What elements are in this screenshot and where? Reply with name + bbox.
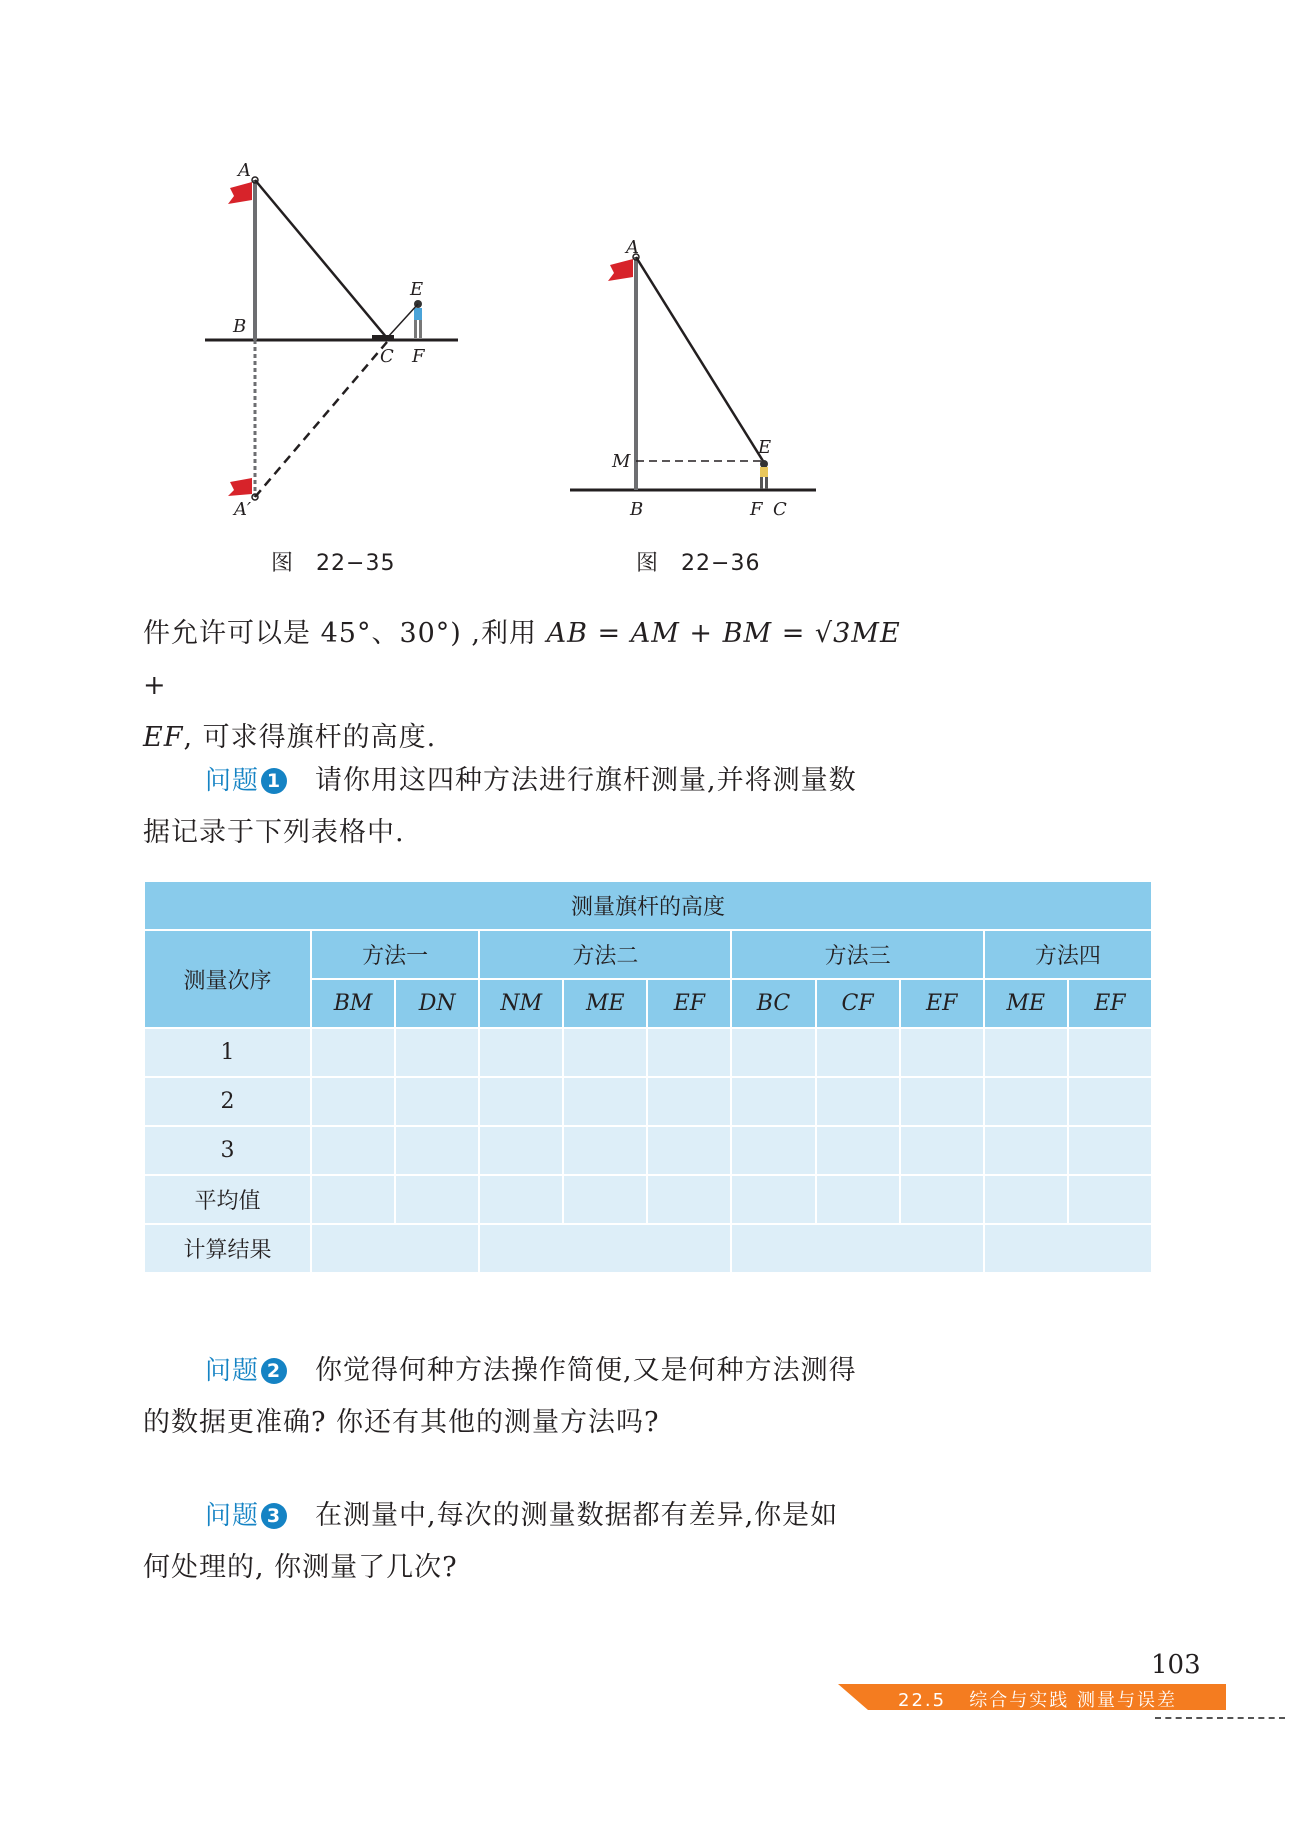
table-cell bbox=[984, 1126, 1068, 1175]
table-cell bbox=[1068, 1077, 1152, 1126]
table-cell bbox=[479, 1224, 731, 1273]
question-1 bbox=[143, 755, 903, 859]
column-header: CF bbox=[816, 979, 900, 1028]
question-1-text-1: 请你用这四种方法进行旗杆测量,并将测量数 bbox=[315, 765, 857, 796]
label-B: B bbox=[233, 316, 247, 337]
table-cell bbox=[395, 1077, 479, 1126]
table-cell bbox=[563, 1175, 647, 1224]
table-cell bbox=[563, 1028, 647, 1077]
method-4-header: 方法四 bbox=[984, 930, 1152, 979]
table-cell bbox=[984, 1077, 1068, 1126]
column-header: ME bbox=[563, 979, 647, 1028]
table-cell bbox=[900, 1175, 984, 1224]
column-header: EF bbox=[900, 979, 984, 1028]
label-C: C bbox=[773, 499, 787, 520]
caption-number: 22−36 bbox=[681, 551, 761, 576]
table-cell bbox=[900, 1077, 984, 1126]
intro-line2-text: , 可求得旗杆的高度. bbox=[183, 722, 437, 753]
table-method-row bbox=[144, 930, 1152, 979]
question-1-text-2: 据记录于下列表格中. bbox=[143, 817, 405, 848]
table-cell bbox=[311, 1077, 395, 1126]
question-3-text-1: 在测量中,每次的测量数据都有差异,你是如 bbox=[315, 1500, 839, 1531]
page-number: 103 bbox=[1151, 1650, 1201, 1680]
table-row bbox=[144, 1077, 1152, 1126]
table-cell bbox=[563, 1126, 647, 1175]
question-1-label: 问题 bbox=[205, 766, 260, 796]
table-title-row bbox=[144, 881, 1152, 930]
footer-text bbox=[898, 1686, 1177, 1712]
table-cell bbox=[311, 1126, 395, 1175]
measurement-table bbox=[143, 880, 1153, 1274]
table-cell bbox=[731, 1028, 815, 1077]
question-2-label: 问题 bbox=[205, 1356, 260, 1386]
row-header: 测量次序 bbox=[144, 930, 311, 1028]
caption-label: 图 bbox=[271, 551, 295, 576]
footer-dashed-line bbox=[1155, 1717, 1285, 1719]
question-1-line-1 bbox=[143, 755, 903, 807]
table-cell bbox=[984, 1175, 1068, 1224]
table-row bbox=[144, 1224, 1152, 1273]
method-3-header: 方法三 bbox=[731, 930, 983, 979]
table-cell bbox=[816, 1077, 900, 1126]
figure-22-36-diagram bbox=[568, 235, 838, 525]
table-cell bbox=[647, 1175, 731, 1224]
question-3-line-1 bbox=[143, 1490, 903, 1542]
figure-22-35 bbox=[200, 160, 470, 530]
question-3-text-2: 何处理的, 你测量了几次? bbox=[143, 1552, 458, 1583]
table-cell bbox=[816, 1126, 900, 1175]
question-2-text-1: 你觉得何种方法操作简便,又是何种方法测得 bbox=[315, 1355, 857, 1386]
label-M: M bbox=[612, 451, 631, 472]
label-C: C bbox=[380, 346, 394, 367]
row-label: 计算结果 bbox=[144, 1224, 311, 1273]
question-2 bbox=[143, 1345, 903, 1449]
figure-22-36 bbox=[568, 235, 838, 525]
table-cell bbox=[731, 1224, 983, 1273]
table-cell bbox=[479, 1077, 563, 1126]
table-cell bbox=[479, 1028, 563, 1077]
table-cell bbox=[311, 1028, 395, 1077]
label-B: B bbox=[630, 499, 644, 520]
question-3-label: 问题 bbox=[205, 1501, 260, 1531]
table-cell bbox=[1068, 1028, 1152, 1077]
column-header: NM bbox=[479, 979, 563, 1028]
row-label: 2 bbox=[144, 1077, 311, 1126]
table-cell bbox=[479, 1175, 563, 1224]
table-row bbox=[144, 1028, 1152, 1077]
table-cell bbox=[647, 1028, 731, 1077]
table-cell bbox=[816, 1028, 900, 1077]
table-cell bbox=[816, 1175, 900, 1224]
label-F: F bbox=[412, 346, 425, 367]
question-2-line-1 bbox=[143, 1345, 903, 1397]
table-cell bbox=[395, 1028, 479, 1077]
label-A: A bbox=[238, 160, 251, 181]
caption-number: 22−35 bbox=[316, 551, 396, 576]
table-cell bbox=[479, 1126, 563, 1175]
table-cell bbox=[647, 1126, 731, 1175]
method-1-header: 方法一 bbox=[311, 930, 479, 979]
table-row bbox=[144, 1175, 1152, 1224]
intro-formula: AB = AM + BM = √3ME + bbox=[143, 618, 901, 701]
table-cell bbox=[1068, 1175, 1152, 1224]
figure-22-35-diagram bbox=[200, 160, 470, 530]
table-title: 测量旗杆的高度 bbox=[144, 881, 1152, 930]
caption-label: 图 bbox=[636, 551, 660, 576]
table-cell bbox=[1068, 1126, 1152, 1175]
table-cell bbox=[984, 1224, 1152, 1273]
method-2-header: 方法二 bbox=[479, 930, 731, 979]
table-cell bbox=[900, 1028, 984, 1077]
table-cell bbox=[311, 1224, 479, 1273]
table-cell bbox=[563, 1077, 647, 1126]
question-3-number-badge: 3 bbox=[261, 1503, 287, 1529]
row-label: 平均值 bbox=[144, 1175, 311, 1224]
label-E: E bbox=[758, 437, 772, 458]
footer-section: 22.5 bbox=[898, 1690, 947, 1711]
column-header: ME bbox=[984, 979, 1068, 1028]
intro-line-1 bbox=[143, 608, 903, 712]
intro-paragraph bbox=[143, 608, 903, 764]
question-3 bbox=[143, 1490, 903, 1594]
column-header: BM bbox=[311, 979, 395, 1028]
intro-text: 件允许可以是 45°、30°) ,利用 bbox=[143, 618, 547, 649]
label-E: E bbox=[410, 279, 424, 300]
table-cell bbox=[900, 1126, 984, 1175]
column-header: DN bbox=[395, 979, 479, 1028]
question-2-text-2: 的数据更准确? 你还有其他的测量方法吗? bbox=[143, 1407, 660, 1438]
figure-caption-22-35 bbox=[271, 546, 395, 577]
question-1-number-badge: 1 bbox=[261, 768, 287, 794]
column-header: EF bbox=[1068, 979, 1152, 1028]
row-label: 1 bbox=[144, 1028, 311, 1077]
table-cell bbox=[984, 1028, 1068, 1077]
table-cell bbox=[731, 1077, 815, 1126]
table-cell bbox=[311, 1175, 395, 1224]
table-cell bbox=[647, 1077, 731, 1126]
table-row bbox=[144, 1126, 1152, 1175]
label-A-prime: A′ bbox=[234, 499, 252, 520]
footer-title: 综合与实践 测量与误差 bbox=[969, 1690, 1177, 1711]
label-F: F bbox=[750, 499, 763, 520]
question-2-number-badge: 2 bbox=[261, 1358, 287, 1384]
intro-line2-math: EF bbox=[143, 722, 184, 753]
row-label: 3 bbox=[144, 1126, 311, 1175]
label-A: A bbox=[626, 237, 639, 258]
table-cell bbox=[731, 1175, 815, 1224]
column-header: BC bbox=[731, 979, 815, 1028]
table-cell bbox=[731, 1126, 815, 1175]
column-header: EF bbox=[647, 979, 731, 1028]
table-cell bbox=[395, 1126, 479, 1175]
figure-caption-22-36 bbox=[636, 546, 760, 577]
table-cell bbox=[395, 1175, 479, 1224]
